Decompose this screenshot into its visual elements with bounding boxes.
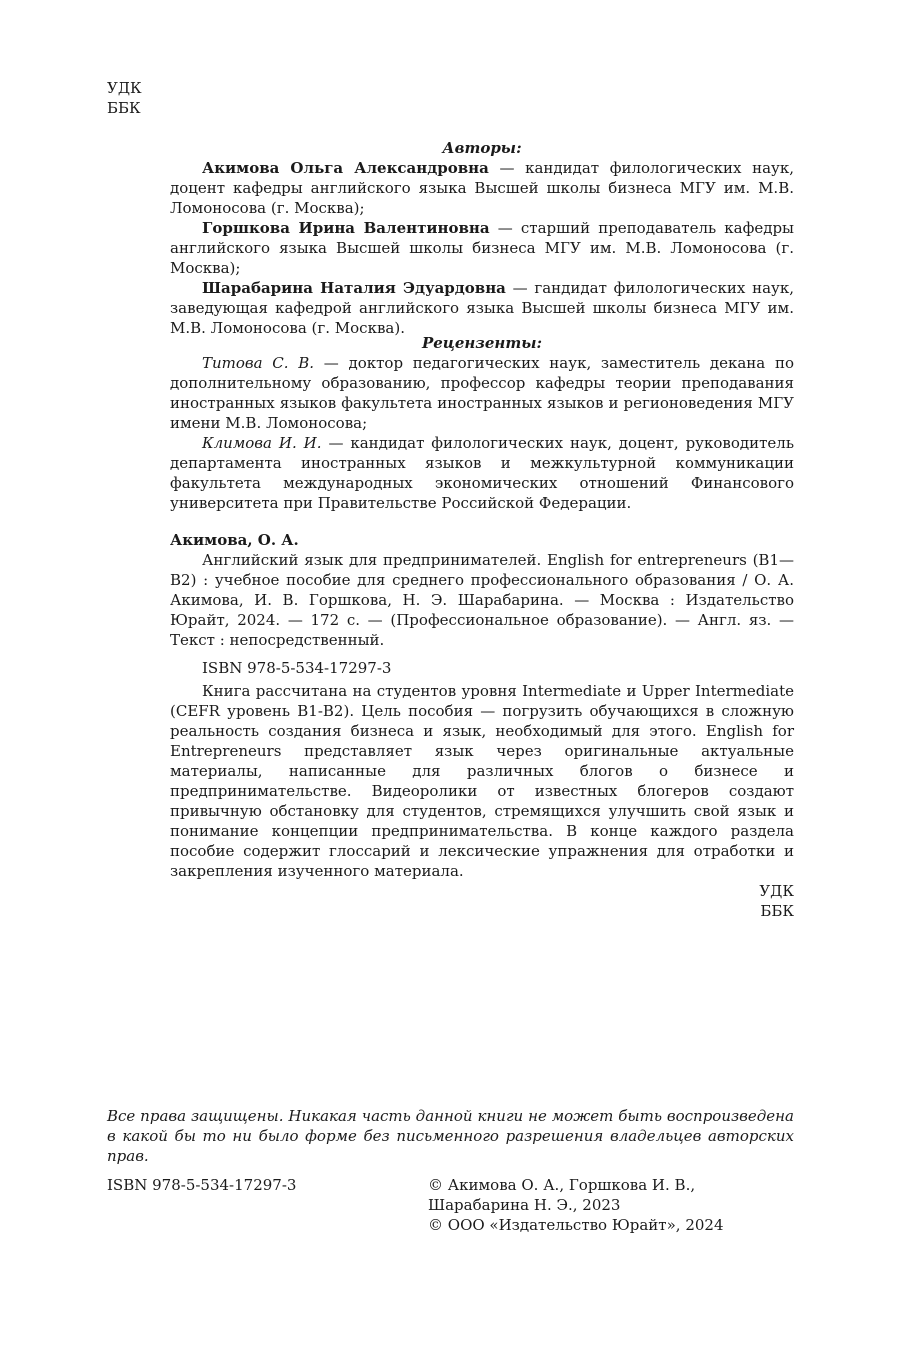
author-entry	[170, 158, 794, 218]
bib-isbn: ISBN 978-5-534-17297-3	[202, 659, 392, 677]
reviewer-desc: — доктор педагогических наук, заместитель декана по дополнительному образованию, профессор кафедры теории преподавания иностранных языков факультета иностранных языков и регионоведения МГУ имени М.В. Ломоносова;	[170, 354, 794, 432]
reviewer-entry	[170, 353, 794, 433]
udk-label: УДК	[107, 79, 142, 97]
annotation-section	[170, 681, 794, 921]
reviewer-entry	[170, 433, 794, 513]
copyright-block	[428, 1175, 794, 1235]
author-desc: — старший преподаватель кафедры английского языка Высшей школы бизнеса МГУ им. М.В. Ломоносова (г. Москва);	[170, 219, 794, 277]
bibliographic-record	[170, 530, 794, 678]
copyright-line: © Акимова О. А., Горшкова И. В.,	[428, 1176, 696, 1194]
reviewer-desc: — кандидат филологических наук, доцент, руководитель департамента иностранных языков и межкультурной коммуникации факультета международных экономических отношений Финансового университета при Правительстве Российской Федерации.	[170, 434, 794, 512]
reviewers-heading: Рецензенты:	[421, 334, 543, 352]
copyright-line: Шарабарина Н. Э., 2023	[428, 1196, 621, 1214]
author-desc: — гандидат филологических наук, заведующая кафедрой английского языка Высшей школы бизнеса МГУ им. М.В. Ломоносова (г. Москва).	[170, 279, 794, 337]
author-entry	[170, 278, 794, 338]
author-name: Шарабарина Наталия Эдуардовна	[202, 279, 506, 297]
authors-section	[170, 138, 794, 338]
header-classification	[107, 78, 142, 118]
reviewer-name: Климова И. И.	[202, 434, 322, 452]
author-desc: — кандидат филологических наук, доцент кафедры английского языка Высшей школы бизнеса МГУ им. М.В. Ломоносова (г. Москва);	[170, 159, 794, 217]
annotation-udk: УДК	[759, 882, 794, 900]
author-name: Акимова Ольга Александровна	[202, 159, 489, 177]
author-entry	[170, 218, 794, 278]
copyright-line: © ООО «Издательство Юрайт», 2024	[428, 1216, 724, 1234]
bbk-label: ББК	[107, 99, 141, 117]
annotation-bbk: ББК	[760, 902, 794, 920]
rights-notice: Все права защищены. Никакая часть данной книги не может быть воспроизведена в какой бы то ни было форме без письменного разрешения владельцев авторских прав.	[107, 1107, 794, 1165]
reviewers-section	[170, 333, 794, 513]
bib-author: Акимова, О. А.	[170, 531, 299, 549]
reviewer-name: Титова С. В.	[202, 354, 315, 372]
bib-description: Английский язык для предпринимателей. English for entrepreneurs (B1—B2) : учебное пособие для среднего профессионального образования / О. А. Акимова, И. В. Горшкова, Н. Э. Шарабарина. — Москва : Издательство Юрайт, 2024. — 172 с. — (Профессиональное образование). — Англ. яз. — Текст : непосредственный.	[170, 551, 794, 649]
author-name: Горшкова Ирина Валентиновна	[202, 219, 490, 237]
annotation-text: Книга рассчитана на студентов уровня Intermediate и Upper Intermediate (CEFR уровень B1-B2). Цель пособия — погрузить обучающихся в сложную реальность создания бизнеса и язык, необходимый для этого. English for Entrepreneurs представляет язык через оригинальные актуальные материалы, написанные для различных блогов о бизнесе и предпринимательстве. Видеоролики от известных блогеров создают привычную обстановку для студентов, стремящихся улучшить свой язык и понимание концепции предпринимательства. В конце каждого раздела пособие содержит глоссарий и лексические упражнения для отработки и закрепления изученного материала.	[170, 682, 794, 880]
footer-isbn: ISBN 978-5-534-17297-3	[107, 1176, 297, 1194]
authors-heading: Авторы:	[442, 139, 522, 157]
